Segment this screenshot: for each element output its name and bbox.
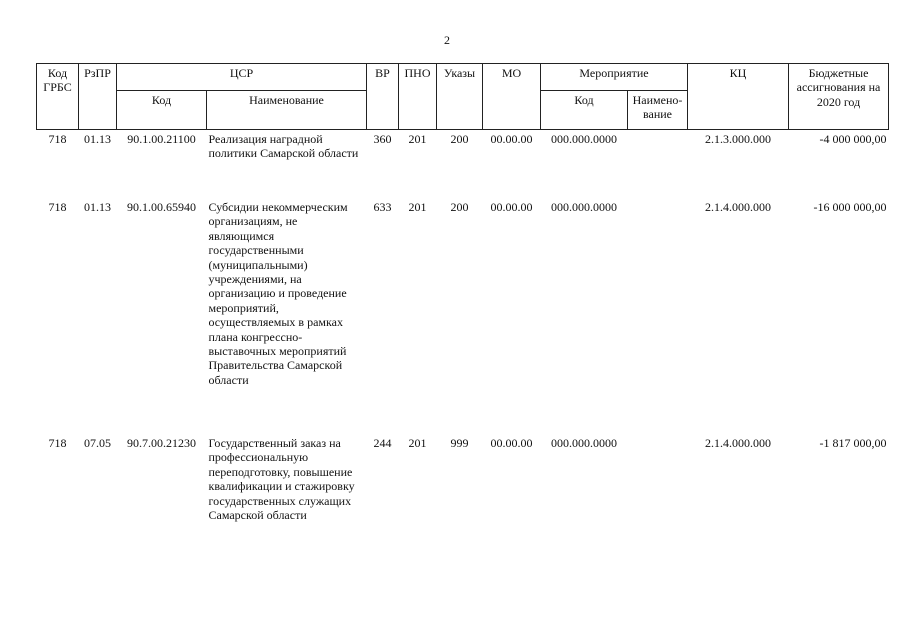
cell-vr: 244 (373, 436, 392, 450)
header-vr: ВР (367, 64, 399, 130)
cell-mer-name (628, 130, 688, 199)
table-row (37, 130, 889, 199)
header-grbs: Код ГРБС (37, 64, 79, 130)
cell-csr-name: Государственный заказ на профессиональную переподготовку, повышение квалификации и стажировку государственных служащих Самарской области (208, 436, 355, 522)
cell-csr-name: Реализация наградной политики Самарской области (208, 132, 359, 161)
cell-rzpr: 01.13 (84, 132, 111, 146)
cell-grbs: 718 (48, 200, 67, 214)
cell-kc: 2.1.3.000.000 (705, 132, 772, 146)
cell-grbs: 718 (48, 436, 67, 450)
cell-budget: -16 000 000,00 (813, 200, 887, 214)
header-csr: ЦСР (117, 64, 367, 91)
cell-budget: -4 000 000,00 (819, 132, 887, 146)
header-kc: КЦ (688, 64, 789, 130)
header-mer-code: Код (541, 91, 628, 130)
cell-kc: 2.1.4.000.000 (705, 200, 772, 214)
cell-vr: 360 (373, 132, 392, 146)
cell-mo: 00.00.00 (490, 436, 533, 450)
header-rzpr: РзПР (79, 64, 117, 130)
header-mer-name: Наимено-вание (628, 91, 688, 130)
table-header (37, 64, 889, 130)
header-csr-name: Наименование (207, 91, 367, 130)
header-mo: МО (483, 64, 541, 130)
cell-rzpr: 01.13 (84, 200, 111, 214)
cell-csr-code: 90.1.00.21100 (127, 132, 196, 146)
cell-pno: 201 (408, 200, 427, 214)
cell-ukazy: 999 (450, 436, 469, 450)
header-ukazy: Указы (437, 64, 483, 130)
header-csr-code: Код (117, 91, 207, 130)
cell-csr-code: 90.7.00.21230 (127, 436, 196, 450)
table-row (37, 198, 889, 434)
cell-grbs: 718 (48, 132, 67, 146)
header-meropriyatie: Мероприятие (541, 64, 688, 91)
header-pno: ПНО (399, 64, 437, 130)
table-row (37, 434, 889, 588)
cell-csr-name: Субсидии некоммерческим организациям, не являющимся государственными (муниципальными) учреждениями, на организацию и проведение мероприятий, осуществляемых в рамках плана конгрессно-выставочных мероприятий Правительства Самарской области (208, 200, 348, 387)
cell-csr-code: 90.1.00.65940 (127, 200, 196, 214)
cell-budget: -1 817 000,00 (819, 436, 887, 450)
cell-pno: 201 (408, 436, 427, 450)
cell-mer-name (628, 434, 688, 588)
cell-ukazy: 200 (450, 132, 469, 146)
cell-mo: 00.00.00 (490, 132, 533, 146)
cell-mer-code: 000.000.0000 (551, 436, 617, 450)
cell-mer-code: 000.000.0000 (551, 132, 617, 146)
cell-mer-code: 000.000.0000 (551, 200, 617, 214)
budget-table (36, 63, 889, 588)
cell-mo: 00.00.00 (490, 200, 533, 214)
cell-pno: 201 (408, 132, 427, 146)
cell-vr: 633 (373, 200, 392, 214)
cell-ukazy: 200 (450, 200, 469, 214)
page-number: 2 (444, 33, 450, 47)
cell-rzpr: 07.05 (84, 436, 111, 450)
cell-kc: 2.1.4.000.000 (705, 436, 772, 450)
cell-mer-name (628, 198, 688, 434)
header-budget: Бюджетные ассигнования на 2020 год (789, 64, 889, 130)
